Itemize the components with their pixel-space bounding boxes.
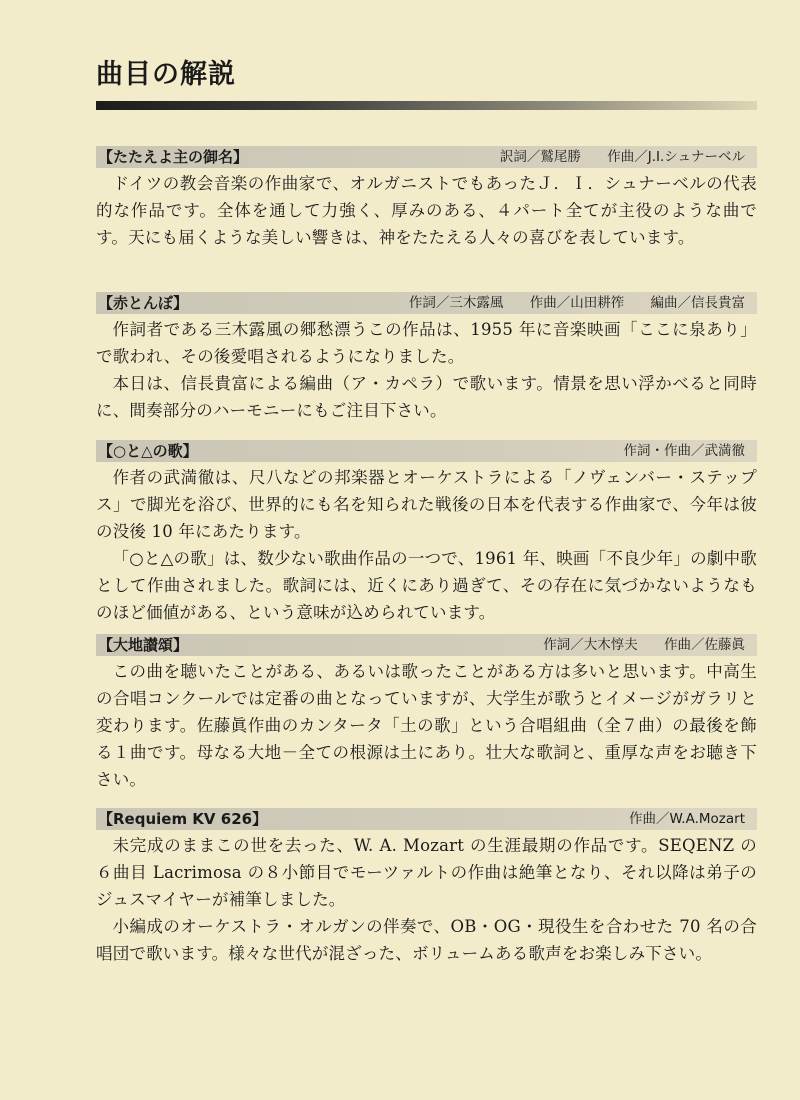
section-paragraph: この曲を聴いたことがある、あるいは歌ったことがある方は多いと思います。中高生の合唱コンクールでは定番の曲となっていますが、大学生が歌うとイメージがガラリと変わります。佐藤眞作曲のカンタータ「土の歌」という合唱組曲（全７曲）の最後を飾る１曲です。母なる大地－全ての根源は土にあり。壮大な歌詞と、重厚な声をお聴き下さい。 [96, 662, 757, 789]
section-title: 【○と△の歌】 [98, 442, 198, 460]
credit-composer: 作曲／佐藤眞 [664, 637, 745, 653]
section-credits [543, 634, 745, 656]
piece-section-maru-sankaku [96, 440, 757, 626]
section-title: 【赤とんぼ】 [98, 294, 189, 312]
section-paragraph: 作詞者である三木露風の郷愁漂うこの作品は、1955 年に音楽映画「ここに泉あり」で歌われ、その後愛唱されるようになりました。 [96, 320, 757, 366]
piece-section-requiem [96, 808, 757, 967]
section-header [96, 808, 757, 830]
section-paragraph: ドイツの教会音楽の作曲家で、オルガニストでもあったＪ．Ｉ．シュナーベルの代表的な作品です。全体を通して力強く、厚みのある、４パート全てが主役のような曲です。天にも届くような美しい響きは、神をたたえる人々の喜びを表しています。 [96, 174, 757, 247]
credit-composer: 作曲／J.I.シュナーベル [607, 149, 745, 165]
section-title: 【Requiem KV 626】 [98, 810, 268, 828]
credit-composer: 作曲／W.A.Mozart [629, 811, 745, 827]
section-credits [409, 292, 745, 314]
section-title: 【たたえよ主の御名】 [98, 148, 249, 166]
piece-section-tataeyo [96, 146, 757, 251]
piece-section-daichi-sansho [96, 634, 757, 793]
section-paragraph: 作者の武満徹は、尺八などの邦楽器とオーケストラによる「ノヴェンバー・ステップス」で脚光を浴び、世界的にも名を知られた戦後の日本を代表する作曲家で、今年は彼の没後 10 年にあたります。 [96, 468, 757, 541]
section-title: 【大地讃頌】 [98, 636, 189, 654]
section-paragraph: 「○と△の歌」は、数少ない歌曲作品の一つで、1961 年、映画「不良少年」の劇中歌として作曲されました。歌詞には、近くにあり過ぎて、その存在に気づかないようなものほど価値がある、という意味が込められています。 [96, 549, 757, 622]
title-rule [96, 101, 757, 110]
page-title: 曲目の解説 [96, 59, 236, 90]
section-paragraph: 本日は、信長貴富による編曲（ア・カペラ）で歌います。情景を思い浮かべると同時に、間奏部分のハーモニーにもご注目下さい。 [96, 374, 757, 420]
credit-lyrics-composer: 作詞・作曲／武満徹 [623, 443, 745, 459]
section-header [96, 146, 757, 168]
section-header [96, 292, 757, 314]
credit-composer: 作曲／山田耕筰 [529, 295, 625, 311]
section-paragraph: 未完成のままこの世を去った、W. A. Mozart の生涯最期の作品です。SEQENZ の６曲目 Lacrimosa の８小節目でモーツァルトの作曲は絶筆となり、それ以降は弟子のジュスマイヤーが補筆しました。 [96, 836, 757, 909]
piece-section-akatombo [96, 292, 757, 424]
section-credits [629, 808, 745, 830]
credit-lyrics: 作詞／三木露風 [408, 295, 504, 311]
section-header [96, 440, 757, 462]
section-header [96, 634, 757, 656]
credit-lyrics: 訳詞／鷲尾勝 [499, 149, 581, 165]
credit-lyrics: 作詞／大木惇夫 [543, 637, 638, 653]
section-credits [500, 146, 745, 168]
section-credits [624, 440, 746, 462]
credit-arranger: 編曲／信長貴富 [650, 295, 745, 311]
section-paragraph: 小編成のオーケストラ・オルガンの伴奏で、OB・OG・現役生を合わせた 70 名の合唱団で歌います。様々な世代が混ざった、ボリュームある歌声をお楽しみ下さい。 [96, 917, 757, 963]
